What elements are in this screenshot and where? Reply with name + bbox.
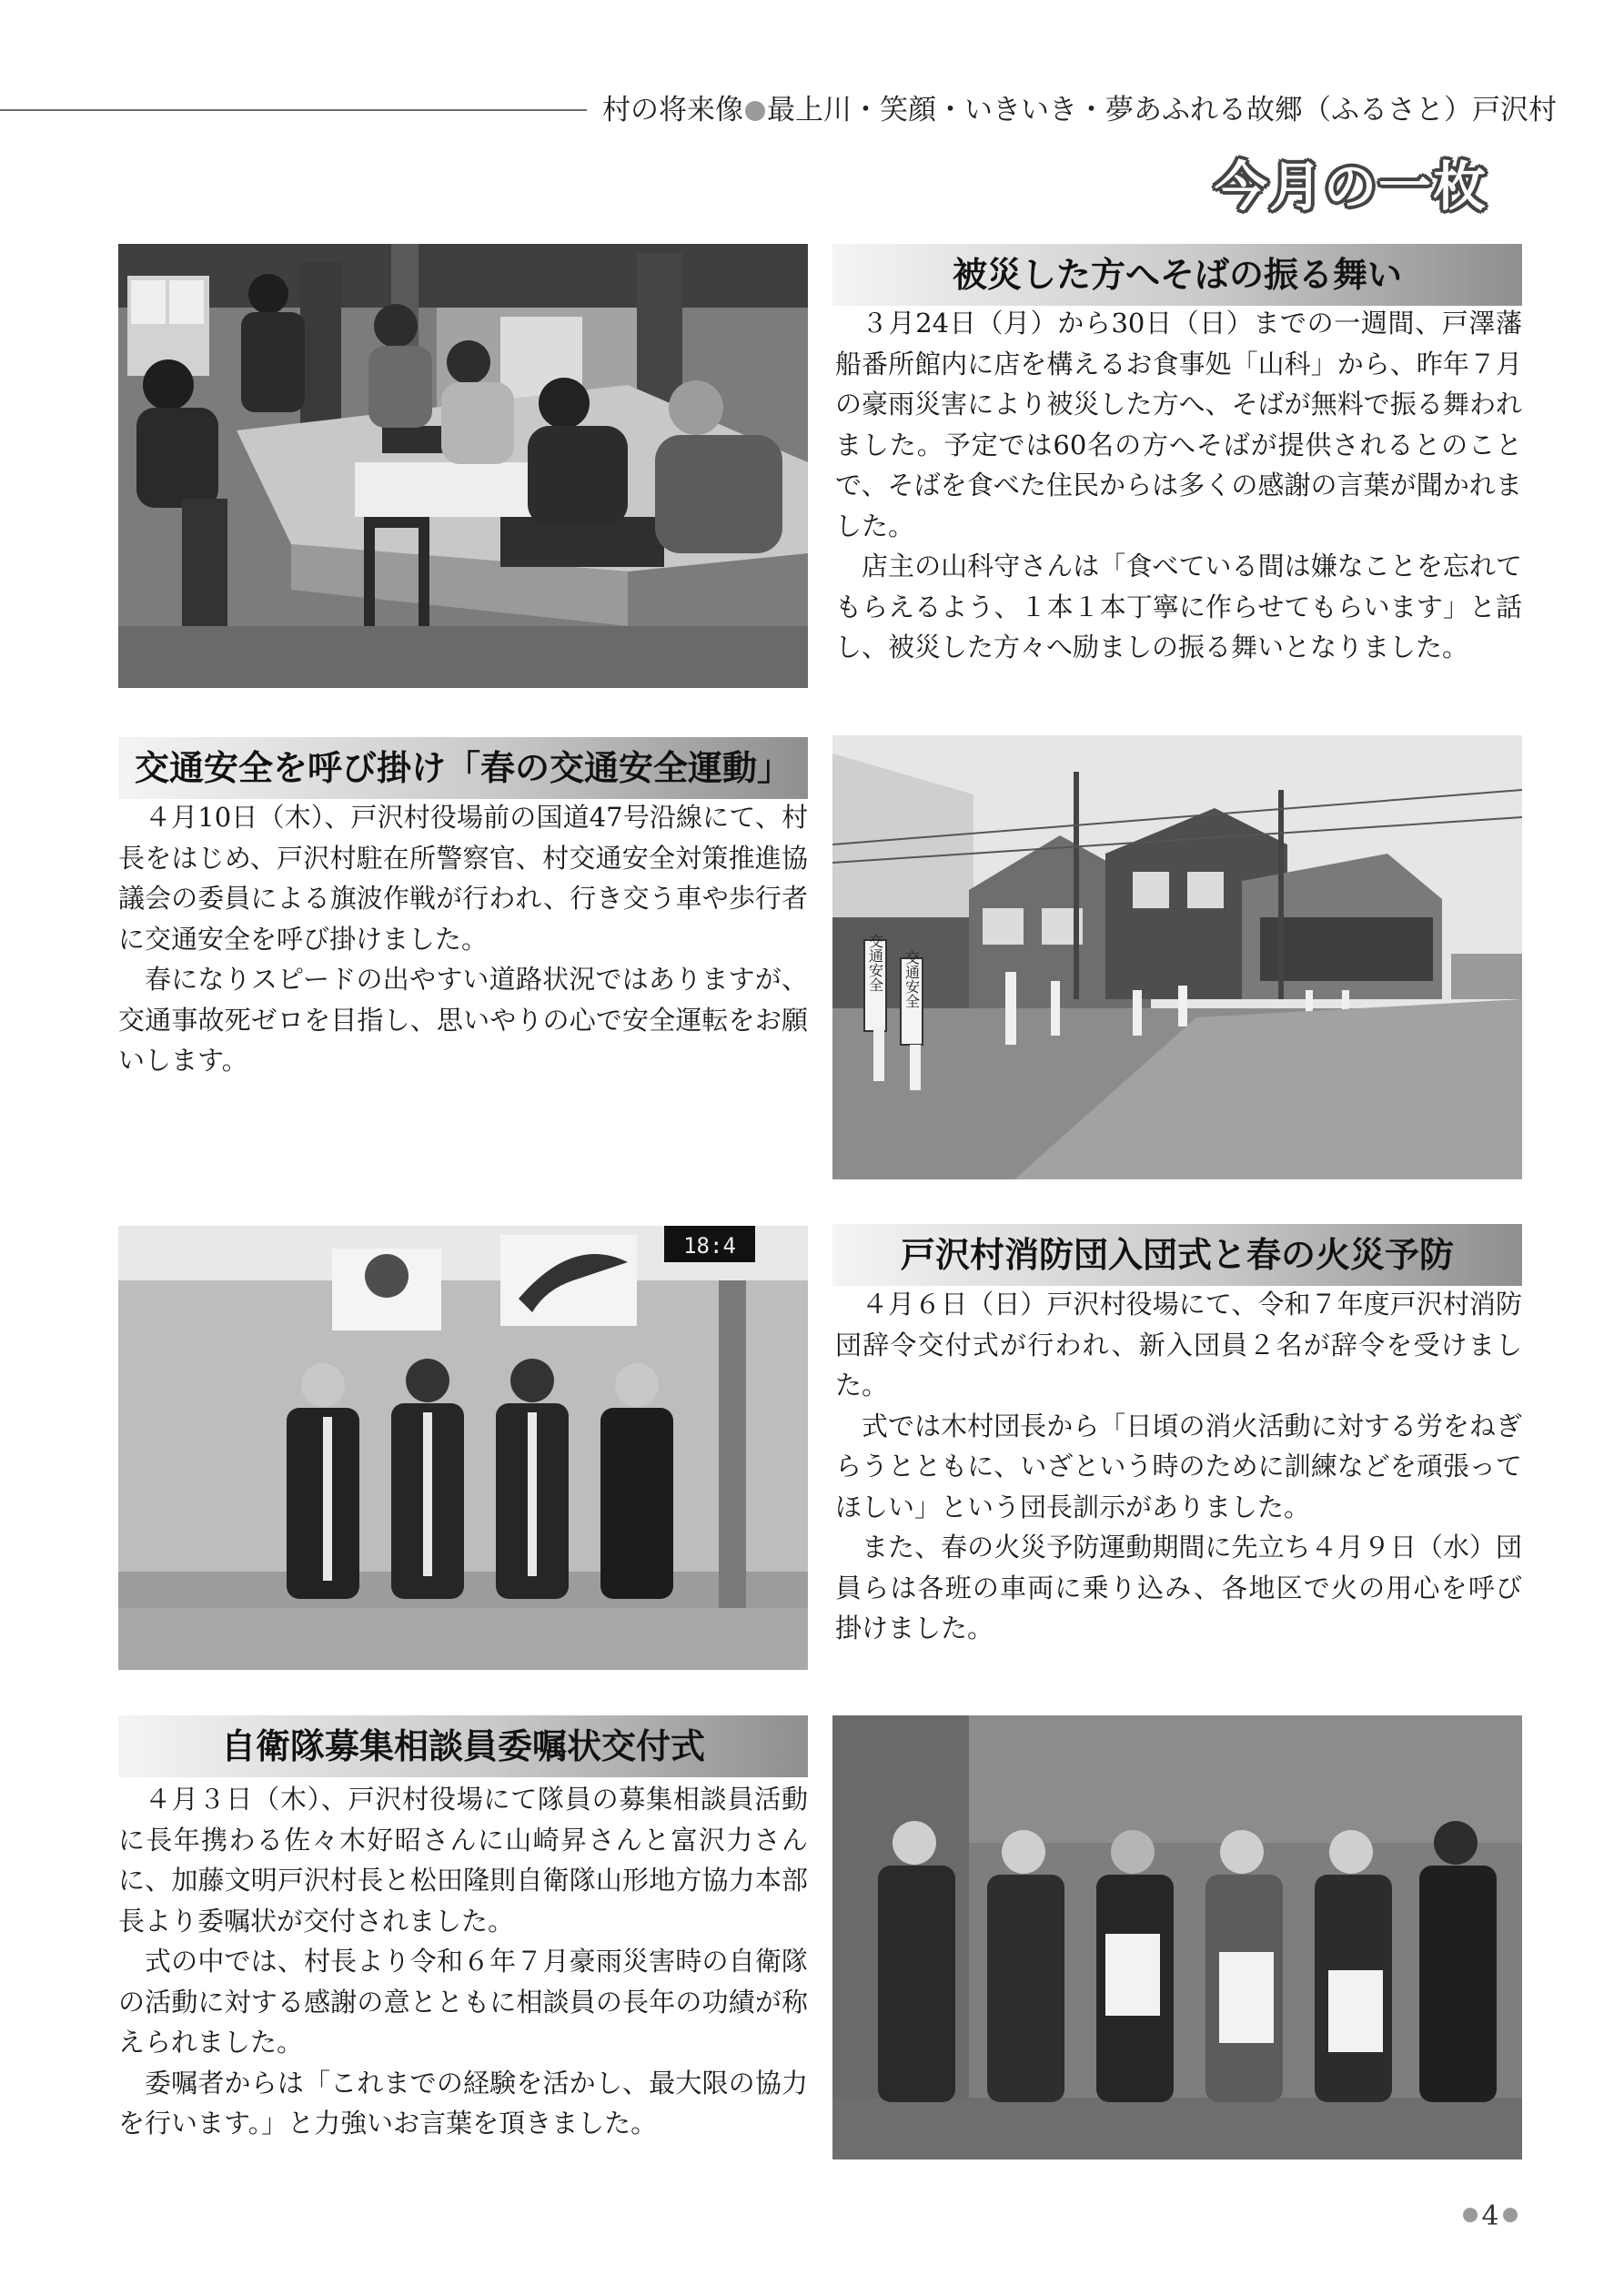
- paragraph: ４月６日（日）戸沢村役場にて、令和７年度戸沢村消防団辞令交付式が行われ、新入団員２名が辞令を受けました。: [835, 1289, 1522, 1401]
- paragraph: 式の中では、村長より令和６年７月豪雨災害時の自衛隊の活動に対する感謝の意とともに相談員の長年の功績が称えられました。: [118, 1946, 808, 2058]
- photo-soba-restaurant: [118, 244, 808, 688]
- wall-clock-text: 18:4: [683, 1233, 736, 1259]
- photo-sdf-commission-ceremony: [832, 1715, 1522, 2159]
- article-body-soba: [835, 303, 1522, 668]
- bullet-dot-icon: [745, 101, 765, 121]
- article-body-fire-brigade: [835, 1284, 1522, 1649]
- header-slogan-prefix: 村の将来像: [602, 94, 743, 126]
- page-dot-left-icon: [1463, 2208, 1478, 2222]
- paragraph: 委嘱者からは「これまでの経験を活かし、最大限の協力を行います。」と力強いお言葉を頂きました。: [118, 2067, 808, 2139]
- photo-fire-brigade-ceremony: [118, 1226, 808, 1670]
- article-body-traffic-safety: [118, 797, 808, 1081]
- sign-text-2: 交通安全: [903, 950, 921, 1008]
- paragraph: ４月10日（木）、戸沢村役場前の国道47号沿線にて、村長をはじめ、戸沢村駐在所警察官、村交通安全対策推進協議会の委員による旗波作戦が行われ、行き交う車や歩行者に交通安全を呼び掛けました。: [118, 802, 808, 955]
- paragraph: ３月24日（月）から30日（日）までの一週間、戸澤藩船番所館内に店を構えるお食事処「山科」から、昨年７月の豪雨災害により被災した方へ、そばが無料で振る舞われました。予定では60名の方へそばが提供されるとのことで、そばを食べた住民からは多くの感謝の言葉が聞かれました。: [835, 308, 1522, 541]
- page-dot-right-icon: [1503, 2208, 1518, 2222]
- paragraph: 店主の山科守さんは「食べている間は嫌なことを忘れてもらえるよう、１本１本丁寧に作らせてもらいます」と話し、被災した方々へ励ましの振る舞いとなりました。: [835, 551, 1522, 663]
- header-rule: [0, 109, 587, 111]
- article-heading-soba: 被災した方へそばの振る舞い: [832, 244, 1522, 306]
- paragraph: 春になりスピードの出やすい道路状況ではありますが、交通事故死ゼロを目指し、思いやりの心で安全運転をお願いします。: [118, 964, 808, 1076]
- article-heading-traffic-safety: 交通安全を呼び掛け「春の交通安全運動」: [118, 737, 808, 799]
- photo-traffic-safety-campaign: [832, 735, 1522, 1179]
- paragraph: 式では木村団長から「日頃の消火活動に対する労をねぎらうとともに、いざという時のために訓練などを頑張ってほしい」という団長訓示がありました。: [835, 1410, 1522, 1522]
- header-slogan-suffix: 最上川・笑顔・いきいき・夢あふれる故郷（ふるさと）戸沢村: [767, 94, 1557, 126]
- page-number: [1454, 2199, 1527, 2235]
- page-number-value: 4: [1481, 2200, 1499, 2232]
- page-title: 今月の一枚: [1214, 156, 1488, 217]
- header-slogan: [602, 89, 1557, 131]
- article-heading-sdf-recruitment: 自衛隊募集相談員委嘱状交付式: [118, 1715, 808, 1777]
- paragraph: また、春の火災予防運動期間に先立ち４月９日（水）団員らは各班の車両に乗り込み、各地区で火の用心を呼び掛けました。: [835, 1532, 1522, 1644]
- article-body-sdf-recruitment: [118, 1779, 808, 2144]
- paragraph: ４月３日（木）、戸沢村役場にて隊員の募集相談員活動に長年携わる佐々木好昭さんに山崎昇さんと富沢力さんに、加藤文明戸沢村長と松田隆則自衛隊山形地方協力本部長より委嘱状が交付されました。: [118, 1784, 808, 1937]
- article-heading-fire-brigade: 戸沢村消防団入団式と春の火災予防: [832, 1224, 1522, 1286]
- sign-text-1: 交通安全: [866, 934, 884, 992]
